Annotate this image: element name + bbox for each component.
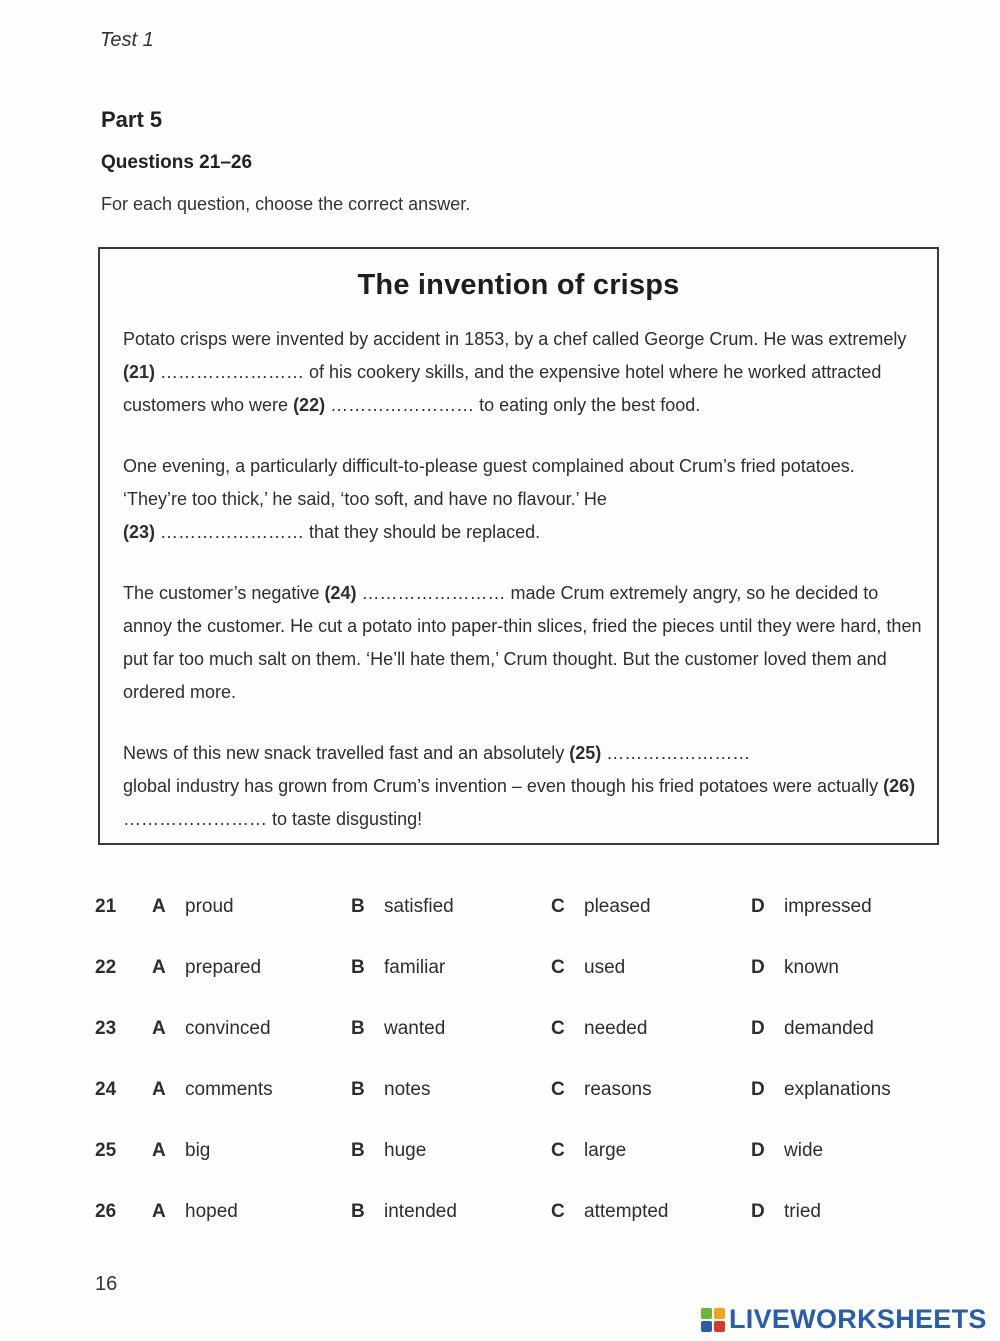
option-text: used [584, 957, 626, 978]
article-paragraph-3 [123, 577, 923, 709]
option-letter: C [551, 1201, 565, 1222]
option-text: wanted [384, 1018, 446, 1039]
paragraph-text: global industry has grown from Crum’s invention – even though his fried potatoes were actually [123, 776, 884, 796]
question-row [0, 1079, 1000, 1109]
option-letter: A [152, 1018, 166, 1039]
option-letter: B [351, 1201, 365, 1222]
part-title: Part 5 [101, 107, 163, 132]
paragraph-text: …………………… [601, 743, 751, 763]
option-letter: C [551, 1079, 565, 1100]
option-text: comments [185, 1079, 273, 1100]
option-letter: A [152, 957, 166, 978]
option-text: convinced [185, 1018, 271, 1039]
paragraph-text: …………………… to taste disgusting! [123, 809, 423, 829]
option-letter: A [152, 1201, 166, 1222]
gap-25-label: (25) [569, 743, 602, 763]
question-row [0, 1140, 1000, 1170]
question-row [0, 957, 1000, 987]
question-row [0, 1018, 1000, 1048]
liveworksheets-logo-icon [700, 1307, 726, 1333]
question-number: 23 [95, 1018, 117, 1039]
gap-21-label: (21) [123, 362, 156, 382]
gap-24-label: (24) [324, 583, 357, 603]
question-number: 25 [95, 1140, 117, 1161]
option-text: tried [784, 1201, 821, 1222]
option-text: proud [185, 896, 234, 917]
option-text: huge [384, 1140, 427, 1161]
option-letter: C [551, 1018, 565, 1039]
question-number: 21 [95, 896, 117, 917]
article-title: The invention of crisps [357, 269, 680, 301]
paragraph-text: The customer’s negative [123, 583, 325, 603]
option-letter: B [351, 896, 365, 917]
paragraph-text: One evening, a particularly difficult-to-please guest complained about Crum’s fried potatoes. ‘They’re too thick,’ he said, ‘too soft, and have no flavour.’ He [123, 456, 855, 509]
option-text: familiar [384, 957, 446, 978]
option-letter: D [751, 1018, 765, 1039]
option-letter: D [751, 896, 765, 917]
option-text: attempted [584, 1201, 669, 1222]
reading-text-box [98, 247, 939, 845]
option-text: wide [784, 1140, 824, 1161]
option-letter: C [551, 896, 565, 917]
question-number: 22 [95, 957, 117, 978]
option-text: reasons [584, 1079, 652, 1100]
paragraph-text: …………………… to eating only the best food. [325, 395, 701, 415]
option-text: impressed [784, 896, 872, 917]
paragraph-text: …………………… made Crum extremely angry, so he decided to annoy the customer. He cut a potato into paper-thin slices, fried the pieces until they were hard, then put far too much salt on them. ‘He’ll hate them,’ Crum thought. But the customer loved them and ordered more. [123, 583, 922, 702]
option-letter: D [751, 1079, 765, 1100]
option-letter: B [351, 957, 365, 978]
gap-26-label: (26) [883, 776, 916, 796]
option-letter: D [751, 1140, 765, 1161]
option-letter: A [152, 1140, 166, 1161]
option-letter: B [351, 1018, 365, 1039]
instructions: For each question, choose the correct answer. [101, 194, 471, 214]
option-text: prepared [185, 957, 262, 978]
option-letter: B [351, 1140, 365, 1161]
paragraph-text: …………………… of his cookery skills, and the expensive hotel where he worked attracted customers who were [123, 362, 882, 415]
paragraph-text: News of this new snack travelled fast and an absolutely [123, 743, 570, 763]
option-letter: D [751, 957, 765, 978]
question-row [0, 896, 1000, 926]
question-number: 26 [95, 1201, 117, 1222]
paragraph-text: …………………… that they should be replaced. [155, 522, 541, 542]
test-label: Test 1 [100, 29, 154, 51]
article-paragraph-4 [123, 737, 923, 836]
option-letter: A [152, 896, 166, 917]
option-text: big [185, 1140, 211, 1161]
question-number: 24 [95, 1079, 117, 1100]
liveworksheets-brand-text: LIVEWORKSHEETS [729, 1304, 987, 1334]
page-number: 16 [95, 1273, 118, 1295]
option-letter: A [152, 1079, 166, 1100]
option-letter: C [551, 1140, 565, 1161]
option-text: demanded [784, 1018, 874, 1039]
option-letter: B [351, 1079, 365, 1100]
gap-22-label: (22) [293, 395, 326, 415]
option-text: large [584, 1140, 627, 1161]
option-text: intended [384, 1201, 457, 1222]
option-text: needed [584, 1018, 648, 1039]
paragraph-text: Potato crisps were invented by accident in 1853, by a chef called George Crum. He was extremely [123, 329, 907, 349]
option-letter: C [551, 957, 565, 978]
option-letter: D [751, 1201, 765, 1222]
option-text: explanations [784, 1079, 891, 1100]
option-text: satisfied [384, 896, 454, 917]
option-text: hoped [185, 1201, 238, 1222]
article-paragraph-2 [123, 450, 923, 549]
gap-23-label: (23) [123, 522, 156, 542]
questions-range: Questions 21–26 [101, 152, 253, 173]
option-text: notes [384, 1079, 431, 1100]
article-paragraph-1 [123, 323, 923, 422]
option-text: pleased [584, 896, 651, 917]
option-text: known [784, 957, 839, 978]
question-row [0, 1201, 1000, 1231]
